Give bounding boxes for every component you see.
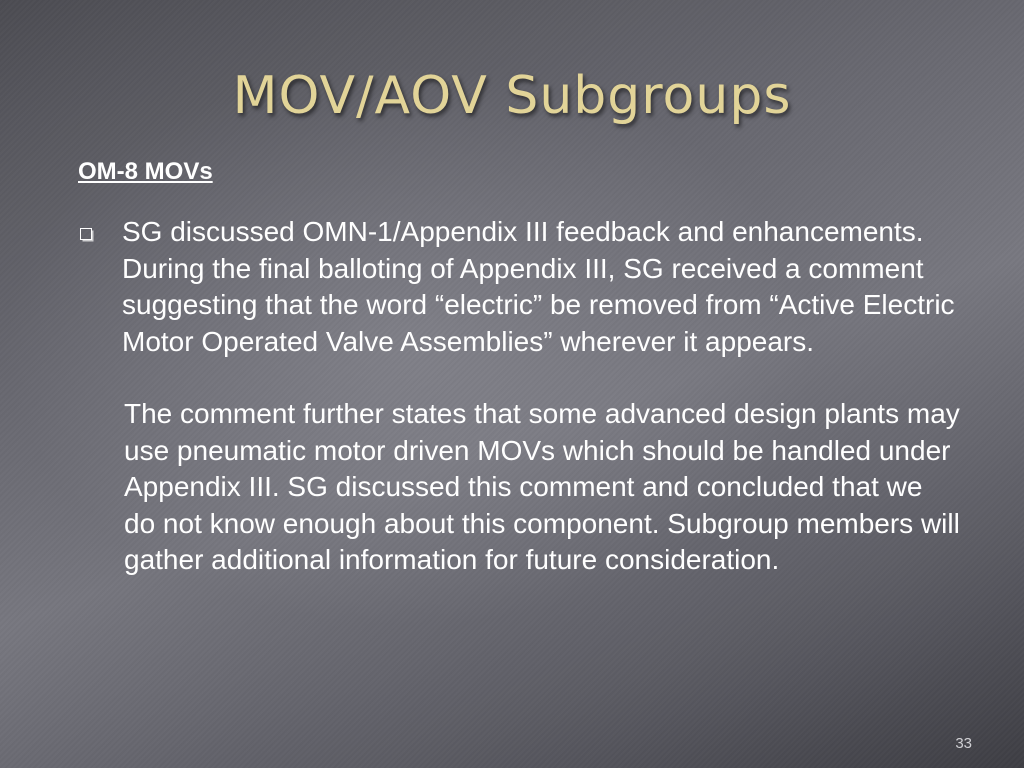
continuation-paragraph: The comment further states that some advanced design plants may use pneumatic motor driven MOVs which should be handled under Appendix III. SG discussed this comment and concluded that we do not know enough about this component. Subgroup members will gather additional information for future consideration.	[124, 398, 960, 575]
slide-body	[80, 214, 960, 579]
bullet-paragraph: SG discussed OMN-1/Appendix III feedback and enhancements. During the final balloting of Appendix III, SG received a comment suggesting that the word “electric” be removed from “Active Electric Motor Operated Valve Assemblies” wherever it appears.	[122, 216, 955, 357]
square-bullet-icon	[80, 228, 92, 240]
section-subheading: OM-8 MOVs	[78, 158, 213, 185]
bullet-item	[80, 214, 960, 360]
slide-number: 33	[955, 735, 972, 752]
slide-title: MOV/AOV Subgroups	[232, 66, 792, 126]
